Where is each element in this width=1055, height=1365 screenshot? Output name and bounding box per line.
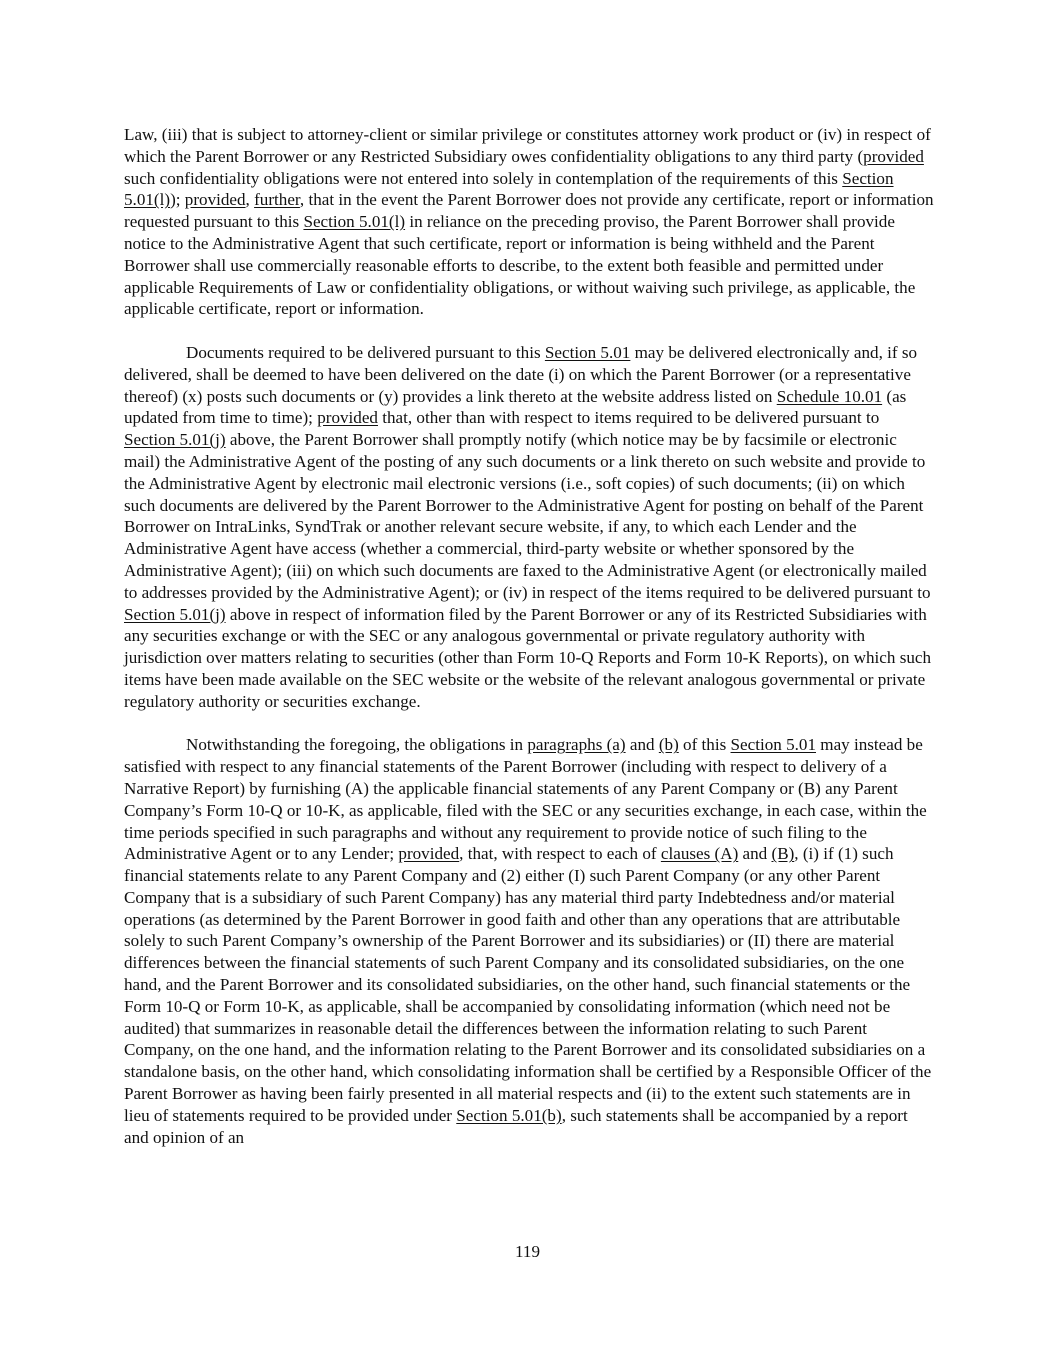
text-run: that, other than with respect to items required to be delivered pursuant to [377,408,880,428]
text-run: Law, (iii) that is subject to attorney-client or similar privilege or constitutes attorney work product or (iv) in respect of which the Parent Borrower or any Restricted Subsidiary owes confidentiality obligations to any third party ( [124,125,931,166]
text-run: of this [678,735,731,755]
text-run: (as updated from time to time); [124,386,907,428]
text-run: and [625,735,659,755]
cross-reference: further [254,190,300,210]
text-run: , (i) if (1) such financial statements relate to any Parent Company and (2) either (I) such Parent Company (or any other Parent Company that is a subsidiary of such Parent Company) has any material third party Indebtedness and/or material operations (as determined by the Parent Borrower in good faith and other than any operations that are attributable solely to such Parent Company’s ownership of the Parent Borrower and its subsidiaries) or (II) there are material differences between the financial statements of such Parent Company and its consolidated subsidiaries, on the one hand, and the Parent Borrower and its consolidated subsidiaries, on the other hand, such financial statements or the Form 10-Q or Form 10-K, as applicable, shall be accompanied by consolidating information (which need not be audited) that summarizes in reasonable detail the differences between the information relating to such Parent Company, on the one hand, and the information relating to the Parent Borrower and its consolidated subsidiaries on a standalone basis, on the other hand, which consolidating information shall be certified by a Responsible Officer of the Parent Borrower as having been fairly presented in all material respects and (ii) to the extent such statements are in lieu of statements required to be provided under [124,844,932,1125]
cross-reference: (b) [658,735,679,755]
cross-reference: provided [398,844,460,864]
cross-reference: Section 5.01 [730,735,816,755]
page-number: 119 [514,1242,540,1261]
cross-reference: Section 5.01(l) [303,212,406,232]
cross-reference: (B) [771,844,795,864]
text-run: ); [170,190,185,210]
text-run: in reliance on the preceding proviso, the Parent Borrower shall provide notice to the Administrative Agent that such certificate, report or information is being withheld and the Parent Borrower shall use commercially reasonable efforts to describe, to the extent both feasible and permitted under applicable Requirements of Law or confidentiality obligations, or without waiving such privilege, as applicable, the applicable certificate, report or information. [124,212,916,319]
text-run: Notwithstanding the foregoing, the obligations in [186,735,528,755]
document-body [124,124,934,1170]
cross-reference: provided [863,146,924,166]
cross-reference: clauses (A) [660,844,739,864]
text-run: , that, with respect to each of [459,844,661,864]
text-run: and [738,844,772,864]
text-run: may instead be satisfied with respect to any financial statements of the Parent Borrower (including with respect to delivery of a Narrative Report) by furnishing (A) the applicable financial statements of any Parent Company or (B) any Parent Company’s Form 10-Q or 10-K, as applicable, filed with the SEC or any securities exchange, in each case, within the time periods specified in such paragraphs and without any requirement to provide notice of such filing to the Administrative Agent or to any Lender; [124,735,927,864]
paragraph-3 [124,734,934,1148]
paragraph-2 [124,342,934,713]
cross-reference: Schedule 10.01 [776,386,883,406]
paragraph-1 [124,124,934,320]
text-run: above, the Parent Borrower shall promptly notify (which notice may be by facsimile or electronic mail) the Administrative Agent of the posting of any such documents or a link thereto on such website and provide to the Administrative Agent by electronic mail electronic versions (i.e., soft copies) of such documents; (ii) on which such documents are delivered by the Parent Borrower to the Administrative Agent for posting on behalf of the Parent Borrower on IntraLinks, SyndTrak or another relevant secure website, if any, to which each Lender and the Administrative Agent have access (whether a commercial, third-party website or whether sponsored by the Administrative Agent); (iii) on which such documents are faxed to the Administrative Agent (or electronically mailed to addresses provided by the Administrative Agent); or (iv) in respect of the items required to be delivered pursuant to [124,430,931,602]
text-run: Documents required to be delivered pursuant to this [186,342,545,362]
cross-reference: provided [317,408,378,428]
text-run: , such statements shall be accompanied by a report and opinion of an [124,1105,908,1147]
text-run: , [245,190,255,210]
text-run: , that in the event the Parent Borrower does not provide any certificate, report or information requested pursuant to this [124,190,934,232]
cross-reference: Section 5.01(l) [124,168,894,210]
text-run: above in respect of information filed by the Parent Borrower or any of its Restricted Subsidiaries with any securities exchange or with the SEC or any analogous governmental or private regulatory authority with jurisdiction over matters relating to securities (other than Form 10-Q Reports and Form 10-K Reports), on which such items have been made available on the SEC website or the website of the relevant analogous governmental or private regulatory authority or securities exchange. [124,604,932,711]
cross-reference: paragraphs (a) [527,735,626,755]
cross-reference: provided [184,190,246,210]
cross-reference: Section 5.01(j) [124,604,226,624]
text-run: may be delivered electronically and, if so delivered, shall be deemed to have been delivered on the date (i) on which the Parent Borrower (or a representative thereof) (x) posts such documents or (y) provides a link thereto at the website address listed on [124,342,918,406]
cross-reference: Section 5.01(b) [456,1105,562,1125]
cross-reference: Section 5.01 [544,342,631,362]
text-run: such confidentiality obligations were not entered into solely in contemplation of the requirements of this [124,168,843,188]
cross-reference: Section 5.01(j) [124,430,226,450]
